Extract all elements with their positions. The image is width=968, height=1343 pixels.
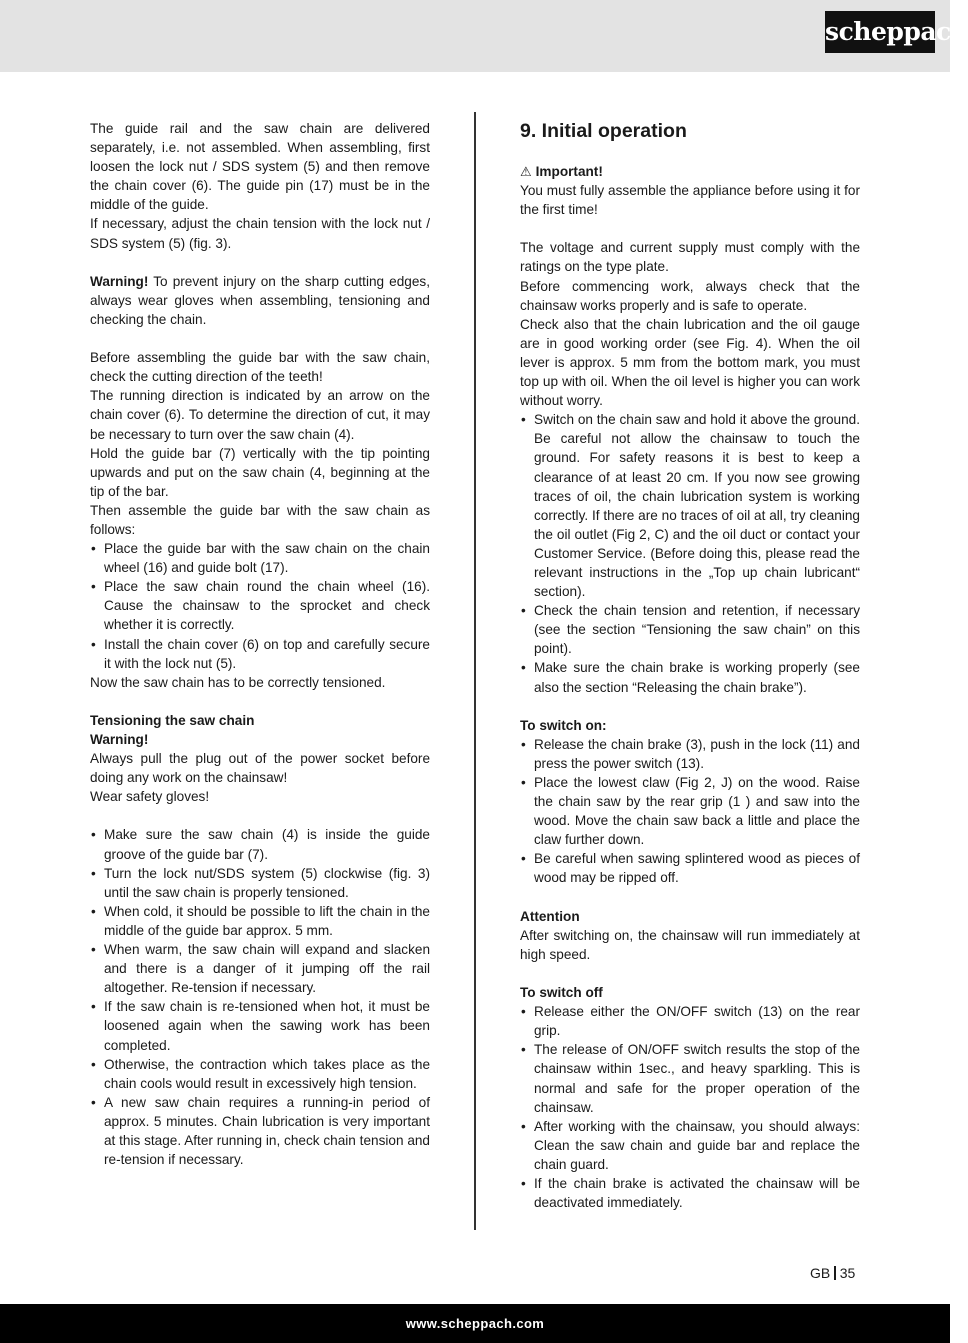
paragraph: Before commencing work, always check that the chainsaw works properly and is safe to operate. [520,278,860,313]
assembly-list [90,539,430,673]
warning-label: Warning! [90,732,149,747]
right-column [520,119,860,1212]
column-divider [474,112,476,1230]
page-number-separator [834,1266,836,1280]
list-item: • Release either the ON/OFF switch (13) on the rear grip. [520,1002,860,1040]
paragraph: Wear safety gloves! [90,789,210,805]
paragraph: If necessary, adjust the chain tension with the lock nut / SDS system (5) (fig. 3). [90,216,430,251]
list-item: • When cold, it should be possible to lift the chain in the middle of the guide bar approx. 5 mm. [90,902,430,940]
paragraph: Before assembling the guide bar with the saw chain, check the cutting direction of the teeth! [90,350,430,385]
list-item: • After working with the chainsaw, you should always: Clean the saw chain and guide bar and replace the chain guard. [520,1117,860,1174]
paragraph: Always pull the plug out of the power socket before doing any work on the chainsaw! [90,751,430,786]
paragraph: Check also that the chain lubrication and the oil gauge are in good working order (see Fig. 4). When the oil lever is approx. 5 mm from the bottom mark, you must top up with oil. When the oil level is higher you can work without worry. [520,316,860,409]
left-column [90,119,430,1169]
list-item: • The release of ON/OFF switch results the stop of the chainsaw within 1sec., and heavy sparkling. This is normal and safe for the proper operation of the chainsaw. [520,1040,860,1116]
paragraph: The voltage and current supply must comply with the ratings on the type plate. [520,240,860,275]
switch-off-list [520,1002,860,1212]
section-heading: Attention [520,908,580,924]
list-item: • Switch on the chain saw and hold it above the ground. Be careful not allow the chainsaw to touch the ground. For safety reasons it is best to keep a clearance of at least 20 cm. If you now see growing traces of oil, the chain lubrication system is working correctly. If there are no traces of oil at all, try cleaning the oil outlet (Fig 2, C) and the oil duct or contact your Customer Service. (Before doing this, please read the relevant instructions in the „Top up chain lubricant“ section). [520,410,860,601]
list-item: • When warm, the saw chain will expand and slacken and there is a danger of it jumping off the rail altogether. Re-tension if necessary. [90,940,430,997]
paragraph: The running direction is indicated by an arrow on the chain cover (6). To determine the direction of cut, it may be necessary to turn over the saw chain (4). [90,388,430,442]
list-item: • Release the chain brake (3), push in the lock (11) and press the power switch (13). [520,735,860,773]
important-line [520,162,860,181]
list-item: • Be careful when sawing splintered wood as pieces of wood may be ripped off. [520,849,860,887]
switch-on-list [520,735,860,888]
section-heading: Tensioning the saw chain [90,712,255,728]
list-item: • Turn the lock nut/SDS system (5) clockwise (fig. 3) until the saw chain is properly tensioned. [90,864,430,902]
page-header [0,0,968,72]
page-number-value: 35 [839,1265,856,1281]
list-item: • Otherwise, the contraction which takes place as the chain cools would result in excessively high tension. [90,1055,430,1093]
warning-label: Warning! [90,273,149,289]
list-item: • If the chain brake is activated the chainsaw will be deactivated immediately. [520,1174,860,1212]
brand-logo: scheppach [825,11,935,53]
check-list [520,410,860,696]
section-heading: To switch off [520,985,603,1001]
list-item: • Make sure the saw chain (4) is inside the guide groove of the guide bar (7). [90,825,430,863]
footer-url[interactable]: www.scheppach.com [405,1316,545,1331]
paragraph: Hold the guide bar (7) vertically with the tip pointing upwards and put on the saw chain (4, beginning at the tip of the bar. [90,445,430,499]
warning-paragraph [90,272,430,329]
list-item: • Place the lowest claw (Fig 2, J) on the wood. Raise the chain saw by the rear grip (1 ) and saw into the wood. Move the chain saw back a little and place the claw further down. [520,773,860,849]
list-item: • If the saw chain is re-tensioned when hot, it must be loosened again when the sawing work has been completed. [90,997,430,1054]
list-item: • Place the saw chain round the chain wheel (16). Cause the chainsaw to the sprocket and check whether it is correctly. [90,577,430,634]
page-lang: GB [810,1265,831,1281]
list-item: • Make sure the chain brake is working properly (see also the section “Releasing the chain brake”). [520,658,860,696]
paragraph: After switching on, the chainsaw will run immediately at high speed. [520,927,860,962]
warning-text: To prevent injury on the sharp cutting edges, always wear gloves when assembling, tensioning and checking the chain. [90,273,430,327]
section-heading: To switch on: [520,717,607,733]
paragraph: Then assemble the guide bar with the saw chain as follows: [90,502,430,537]
list-item: • Check the chain tension and retention, if necessary (see the section “Tensioning the saw chain” on this point). [520,601,860,658]
paragraph: The guide rail and the saw chain are delivered separately, i.e. not assembled. When assembling, first loosen the lock nut / SDS system (5) and then remove the chain cover (6). The guide pin (17) must be in the middle of the guide. [90,121,430,213]
important-label: Important! [535,164,603,179]
paragraph: Now the saw chain has to be correctly tensioned. [90,674,386,690]
page-number [810,1264,855,1283]
paragraph: You must fully assemble the appliance before using it for the first time! [520,183,860,218]
page-footer [0,1304,950,1343]
list-item: • Place the guide bar with the saw chain on the chain wheel (16) and guide bolt (17). [90,539,430,577]
warning-triangle-icon: ⚠ [520,164,532,179]
section-title: 9. Initial operation [520,120,687,142]
list-item: • A new saw chain requires a running-in period of approx. 5 minutes. Chain lubrication is very important at this stage. After running in, check chain tension and re-tension if necessary. [90,1093,430,1169]
tension-list [90,825,430,1169]
list-item: • Install the chain cover (6) on top and carefully secure it with the lock nut (5). [90,635,430,673]
